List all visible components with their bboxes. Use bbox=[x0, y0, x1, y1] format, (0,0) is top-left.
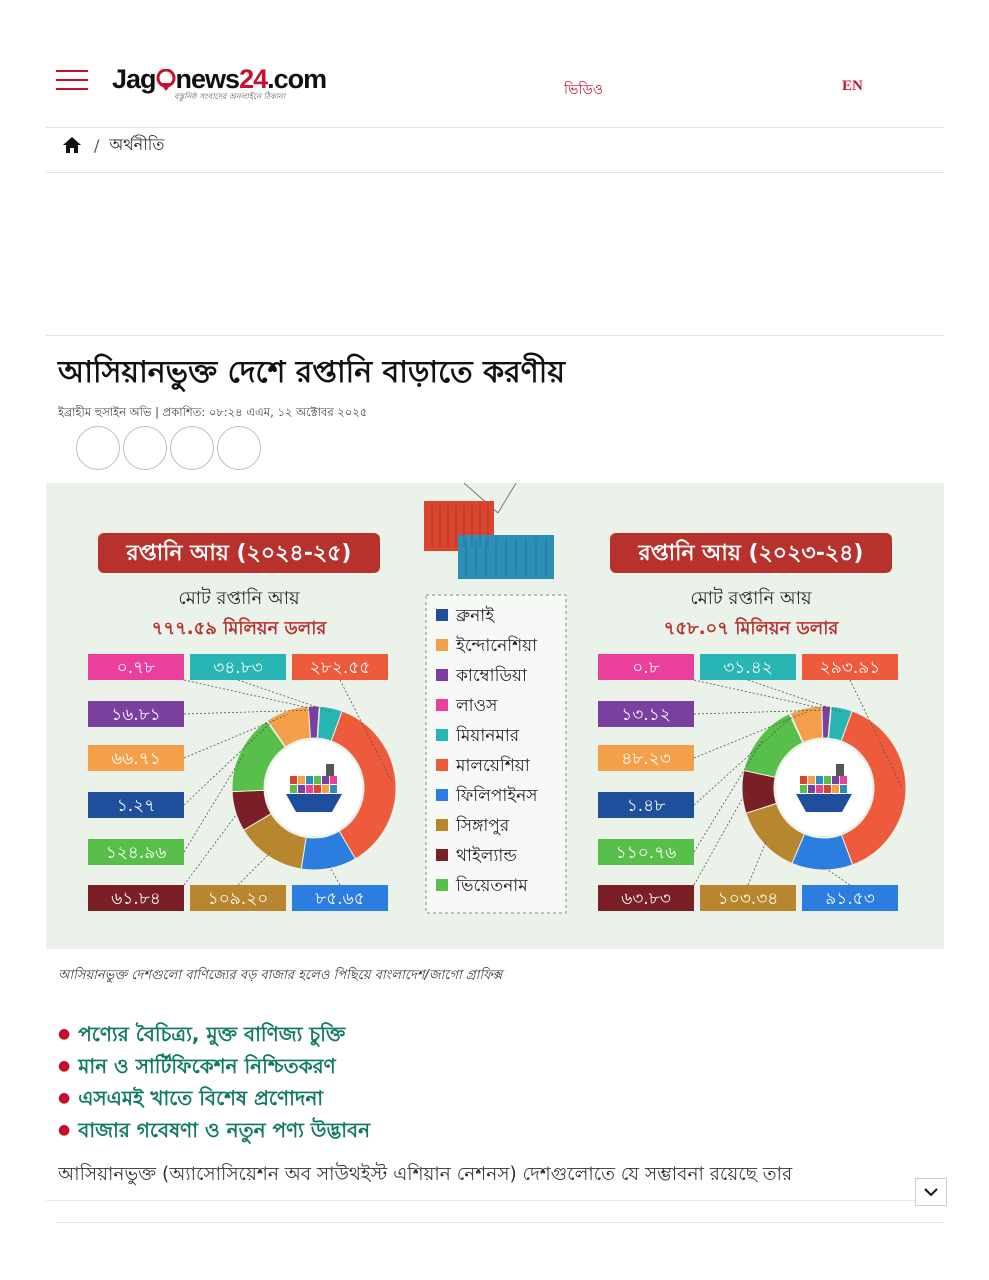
ship-container bbox=[322, 785, 329, 793]
site-header bbox=[56, 60, 944, 110]
legend-swatch bbox=[436, 849, 448, 861]
legend-swatch bbox=[436, 639, 448, 651]
ship-container bbox=[832, 785, 839, 793]
highlight-text: বাজার গবেষণা ও নতুন পণ্য উদ্ভাবন bbox=[78, 1118, 371, 1142]
value-label: ২৯৩.৯১ bbox=[819, 658, 881, 678]
ad-space bbox=[46, 174, 944, 334]
ship-container bbox=[306, 776, 313, 784]
ship-container bbox=[808, 785, 815, 793]
chart-left-subtitle: মোট রপ্তানি আয় bbox=[178, 588, 300, 609]
logo-pin-icon bbox=[156, 69, 176, 91]
chart-right-title: রপ্তানি আয় (২০২৩-২৪) bbox=[638, 541, 864, 566]
leader-line bbox=[694, 792, 746, 885]
ship-container bbox=[824, 776, 831, 784]
ship-container bbox=[314, 785, 321, 793]
ship-container bbox=[322, 776, 329, 784]
ship-tower bbox=[836, 764, 844, 776]
legend-swatch bbox=[436, 699, 448, 711]
legend-label: সিঙ্গাপুর bbox=[456, 816, 510, 836]
ship-container bbox=[832, 776, 839, 784]
ship-container bbox=[824, 785, 831, 793]
leader-line bbox=[184, 810, 239, 885]
site-logo[interactable] bbox=[112, 64, 382, 108]
ship-container bbox=[306, 785, 313, 793]
ship-container bbox=[800, 776, 807, 784]
leader-line bbox=[694, 680, 831, 710]
chart-left-title: রপ্তানি আয় (২০২৪-২৫) bbox=[126, 541, 352, 566]
value-label: ১৬.৮১ bbox=[111, 705, 161, 725]
legend-swatch bbox=[436, 879, 448, 891]
legend-swatch bbox=[436, 669, 448, 681]
read-more-fade bbox=[46, 1200, 944, 1230]
legend-label: ইন্দোনেশিয়া bbox=[456, 636, 538, 656]
chart-right-heading bbox=[610, 533, 892, 639]
logo-prefix: Jag bbox=[112, 64, 156, 94]
chart-right-subtitle: মোট রপ্তানি আয় bbox=[690, 588, 812, 609]
ship-container bbox=[330, 785, 337, 793]
value-label: ৯১.৫৩ bbox=[825, 889, 875, 909]
leader-line bbox=[748, 841, 766, 885]
value-label: ১.২৭ bbox=[116, 796, 156, 816]
legend-label: মালয়েশিয়া bbox=[456, 756, 530, 776]
legend-label: মিয়ানমার bbox=[456, 726, 520, 746]
ship-container bbox=[290, 776, 297, 784]
header-divider bbox=[46, 127, 944, 128]
value-label: ৮৫.৬৫ bbox=[315, 889, 365, 909]
legend-swatch bbox=[436, 789, 448, 801]
chart-left-heading bbox=[98, 533, 380, 639]
ship-container bbox=[808, 776, 815, 784]
chart-left bbox=[88, 654, 396, 911]
value-label: ১৩.১২ bbox=[621, 705, 671, 725]
containers-illustration bbox=[424, 483, 554, 579]
legend-label: থাইল্যান্ড bbox=[456, 846, 517, 866]
highlight-item bbox=[58, 1050, 370, 1082]
home-icon[interactable] bbox=[62, 136, 82, 154]
legend-swatch bbox=[436, 609, 448, 621]
legend-label: লাওস bbox=[456, 696, 498, 716]
value-label: ২৮২.৫৫ bbox=[309, 658, 371, 678]
bullet-icon: ● bbox=[58, 1026, 71, 1042]
infographic bbox=[46, 483, 944, 949]
breadcrumb-section[interactable]: অর্থনীতি bbox=[109, 134, 165, 154]
value-label: ১০৯.২০ bbox=[207, 889, 269, 909]
share-button-1[interactable] bbox=[76, 426, 120, 470]
leader-line bbox=[238, 853, 270, 885]
chart-right-total: ৭৫৮.০৭ মিলিয়ন ডলার bbox=[663, 618, 839, 639]
highlight-list bbox=[58, 1018, 370, 1146]
chevron-down-icon bbox=[924, 1187, 938, 1197]
image-caption: আসিয়ানভুক্ত দেশগুলো বাণিজ্যের বড় বাজার হলেও পিছিয়ে বাংলাদেশ/জাগো গ্রাফিক্স bbox=[58, 968, 503, 983]
legend-swatch bbox=[436, 819, 448, 831]
ship-container bbox=[330, 776, 337, 784]
value-label: ৩১.৪২ bbox=[723, 658, 773, 678]
ship-tower bbox=[326, 764, 334, 776]
ship-container bbox=[800, 785, 807, 793]
expand-button[interactable] bbox=[915, 1178, 947, 1206]
ship-container bbox=[840, 785, 847, 793]
chart-left-total: ৭৭৭.৫৯ মিলিয়ন ডলার bbox=[151, 618, 327, 639]
value-label: ৩৪.৮৩ bbox=[213, 658, 263, 678]
hamburger-icon[interactable] bbox=[56, 70, 88, 92]
language-switch[interactable]: EN bbox=[842, 78, 863, 94]
logo-num: 24 bbox=[239, 64, 268, 94]
highlight-text: এসএমই খাতে বিশেষ প্রণোদনা bbox=[78, 1086, 324, 1110]
article-body: আসিয়ানভুক্ত (অ্যাসোসিয়েশন অব সাউথইস্ট এশিয়ান নেশনস) দেশগুলোতে যে সম্ভাবনা রয়েছে তার bbox=[58, 1164, 793, 1185]
ship-container bbox=[314, 776, 321, 784]
article-title: আসিয়ানভুক্ত দেশে রপ্তানি বাড়াতে করণীয় bbox=[58, 355, 565, 390]
legend-label: ব্রুনাই bbox=[456, 606, 495, 626]
ship-container bbox=[840, 776, 847, 784]
value-label: ৬১.৮৪ bbox=[111, 889, 161, 909]
legend-label: ফিলিপাইনস bbox=[456, 786, 538, 806]
share-buttons bbox=[76, 426, 261, 470]
value-label: ৬৬.৭১ bbox=[111, 749, 161, 769]
share-button-3[interactable] bbox=[170, 426, 214, 470]
ad-divider bbox=[46, 335, 944, 336]
breadcrumb-divider bbox=[46, 172, 944, 173]
infographic-svg bbox=[46, 483, 944, 949]
legend-label: কাম্বোডিয়া bbox=[456, 666, 527, 686]
bullet-icon: ● bbox=[58, 1090, 71, 1106]
highlight-item bbox=[58, 1114, 370, 1146]
breadcrumb bbox=[62, 132, 164, 158]
share-button-4[interactable] bbox=[217, 426, 261, 470]
value-label: ০.৭৮ bbox=[116, 658, 156, 678]
value-label: ১০৩.৩৪ bbox=[717, 889, 779, 909]
ship-container bbox=[816, 776, 823, 784]
logo-suffix: .com bbox=[267, 64, 327, 94]
value-label: ৬৩.৮৩ bbox=[621, 889, 671, 909]
logo-tagline: বস্তুনিষ্ঠ সংবাদের অনলাইনে ঠিকানা bbox=[174, 92, 286, 101]
value-label: ১১০.৭৬ bbox=[615, 843, 677, 863]
breadcrumb-separator: / bbox=[94, 135, 100, 155]
bullet-icon: ● bbox=[58, 1122, 71, 1138]
ship-container bbox=[290, 785, 297, 793]
leader-line bbox=[184, 680, 319, 710]
ship-container bbox=[816, 785, 823, 793]
value-label: ৪৮.২৩ bbox=[621, 749, 671, 769]
share-button-2[interactable] bbox=[123, 426, 167, 470]
bullet-icon: ● bbox=[58, 1058, 71, 1074]
article-byline: ইব্রাহীম হুসাইন অভি | প্রকাশিত: ০৮:২৪ এএম, ১২ অক্টোবর ২০২৫ bbox=[58, 405, 368, 419]
value-label: ১২৪.৯৬ bbox=[105, 843, 167, 863]
legend-label: ভিয়েতনাম bbox=[456, 876, 528, 896]
value-label: ০.৮ bbox=[632, 658, 660, 678]
ship-container bbox=[298, 785, 305, 793]
highlight-text: মান ও সার্টিফিকেশন নিশ্চিতকরণ bbox=[78, 1054, 336, 1078]
highlight-item bbox=[58, 1082, 370, 1114]
footer-divider bbox=[56, 1222, 944, 1223]
chart-right bbox=[598, 654, 906, 911]
ship-container bbox=[298, 776, 305, 784]
value-label: ১.৪৮ bbox=[626, 796, 666, 816]
legend-swatch bbox=[436, 759, 448, 771]
legend-swatch bbox=[436, 729, 448, 741]
logo-main: news bbox=[175, 64, 240, 94]
highlight-item bbox=[58, 1018, 370, 1050]
highlight-text: পণ্যের বৈচিত্র্য, মুক্ত বাণিজ্য চুক্তি bbox=[78, 1022, 346, 1046]
nav-video-link[interactable]: ভিডিও bbox=[564, 82, 604, 98]
